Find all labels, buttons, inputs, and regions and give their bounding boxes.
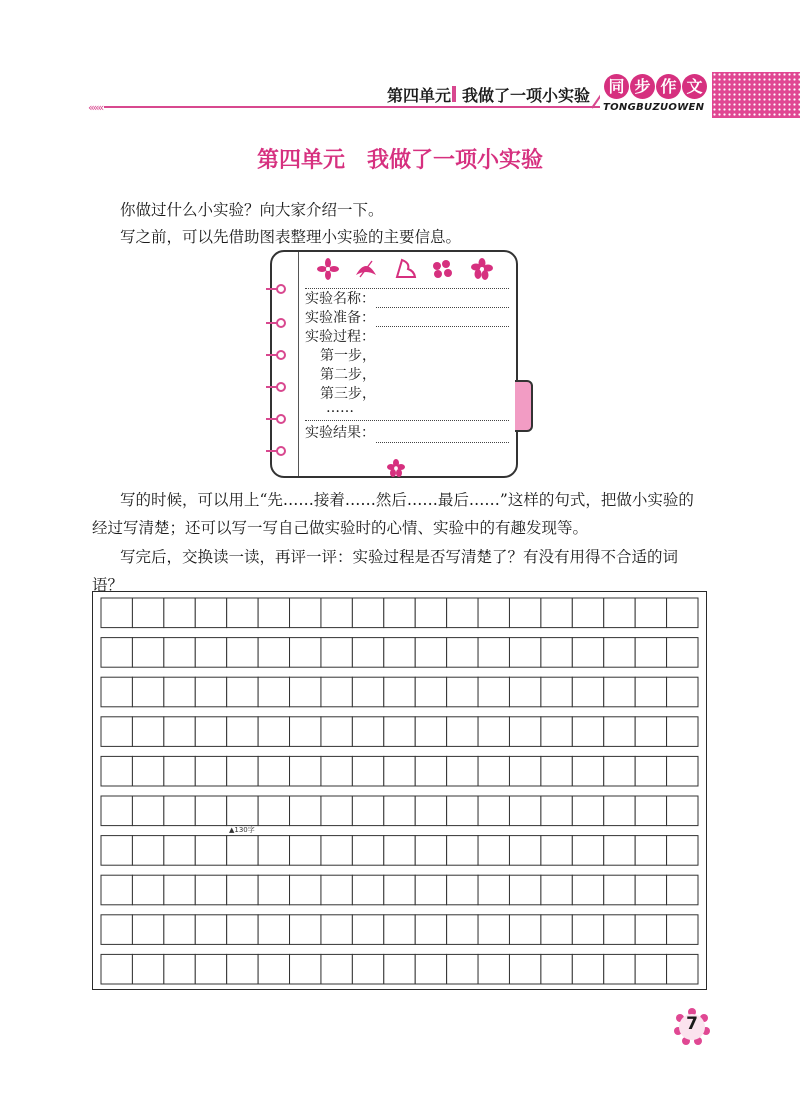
grid-cell[interactable] [509,756,540,786]
grid-cell[interactable] [227,954,258,984]
grid-cell[interactable] [541,796,572,826]
grid-cell[interactable] [384,638,415,668]
grid-cell[interactable] [132,796,163,826]
binder-ring [266,414,286,424]
grid-cell[interactable] [227,638,258,668]
grid-cell[interactable] [667,836,698,866]
grid-cell[interactable] [541,836,572,866]
grid-cell[interactable] [290,638,321,668]
grid-cell[interactable] [667,638,698,668]
grid-cell[interactable] [667,915,698,945]
grid-cell[interactable] [667,598,698,628]
grid-cell[interactable] [478,717,509,747]
grid-cell[interactable] [101,915,132,945]
grid-cell[interactable] [572,756,603,786]
grid-cell[interactable] [478,954,509,984]
grid-cell[interactable] [447,954,478,984]
grid-cell[interactable] [604,954,635,984]
brand-logo [604,74,707,99]
grid-cell[interactable] [321,915,352,945]
grid-cell[interactable] [352,598,383,628]
grid-cell[interactable] [447,638,478,668]
grid-cell[interactable] [478,598,509,628]
experiment-name-label: 实验名称： [305,291,375,307]
step-ellipsis: …… [326,400,354,416]
grid-cell[interactable] [132,756,163,786]
grid-cell[interactable] [101,638,132,668]
header-topic: 我做了一项小实验 [462,86,591,105]
notebook-divider [305,288,509,289]
grid-cell[interactable] [478,756,509,786]
grid-cell[interactable] [258,677,289,707]
grid-cell[interactable] [478,638,509,668]
grid-cell[interactable] [227,717,258,747]
grid-cell[interactable] [572,875,603,905]
grid-cell[interactable] [509,796,540,826]
grid-cell[interactable] [290,717,321,747]
grid-cell[interactable] [290,836,321,866]
experiment-result-line [376,442,509,443]
step-1: 第一步， [320,348,376,364]
header-chevrons: ««« [88,101,103,114]
grid-cell[interactable] [290,915,321,945]
grid-cell[interactable] [572,836,603,866]
grid-cell[interactable] [509,915,540,945]
step-2: 第二步， [320,367,376,383]
grid-cell[interactable] [447,677,478,707]
grid-cell[interactable] [541,756,572,786]
experiment-name-line [376,307,509,308]
grid-cell[interactable] [321,598,352,628]
grid-cell[interactable] [258,915,289,945]
binder-ring [266,284,286,294]
grid-cell[interactable] [447,796,478,826]
grid-cell[interactable] [415,677,446,707]
grid-cell[interactable] [132,875,163,905]
grid-cell[interactable] [195,598,226,628]
flower-decoration [314,256,498,282]
header-dot-pattern [712,72,800,118]
grid-cell[interactable] [258,756,289,786]
grid-cell[interactable] [258,954,289,984]
grid-cell[interactable] [132,954,163,984]
page-title [0,143,800,174]
grid-cell[interactable] [164,677,195,707]
brand-pinyin: TONGBUZUOWEN [603,102,705,113]
grid-cell[interactable] [667,677,698,707]
page-number: 7 [686,1014,698,1034]
grid-cell[interactable] [321,875,352,905]
grid-cell[interactable] [101,954,132,984]
grid-cell[interactable] [415,836,446,866]
word-count-marker: ▲130字 [229,826,255,834]
grid-cell[interactable] [164,598,195,628]
grid-cell[interactable] [352,717,383,747]
grid-cell[interactable] [415,756,446,786]
grid-cell[interactable] [227,796,258,826]
grid-cell[interactable] [352,796,383,826]
grid-cell[interactable] [290,954,321,984]
grid-cell[interactable] [384,717,415,747]
grid-cell[interactable] [384,756,415,786]
grid-cell[interactable] [195,638,226,668]
grid-cell[interactable] [415,915,446,945]
grid-cell[interactable] [635,915,666,945]
grid-cell[interactable] [101,598,132,628]
grid-cell[interactable] [667,875,698,905]
grid-cell[interactable] [384,836,415,866]
notebook-margin-line [298,252,299,476]
grid-cell[interactable] [604,915,635,945]
experiment-prep-label: 实验准备： [305,310,375,326]
grid-cell[interactable] [101,717,132,747]
grid-cell[interactable] [447,915,478,945]
binder-ring [266,318,286,328]
grid-cell[interactable] [572,796,603,826]
grid-cell[interactable] [572,677,603,707]
intro-line-1: 你做过什么小实验？向大家介绍一下。 [120,201,384,219]
grid-cell[interactable] [604,836,635,866]
grid-cell[interactable] [164,954,195,984]
grid-cell[interactable] [509,954,540,984]
grid-cell[interactable] [101,836,132,866]
grid-cell[interactable] [132,915,163,945]
header-unit: 第四单元 [387,86,452,105]
grid-cell[interactable] [164,915,195,945]
grid-cell[interactable] [635,598,666,628]
grid-cell[interactable] [604,796,635,826]
grid-cell[interactable] [509,836,540,866]
grid-cell[interactable] [447,756,478,786]
grid-cell[interactable] [572,954,603,984]
grid-cell[interactable] [635,836,666,866]
grid-cell[interactable] [132,717,163,747]
grid-cell[interactable] [258,875,289,905]
grid-cell[interactable] [509,677,540,707]
grid-cell[interactable] [258,638,289,668]
grid-cell[interactable] [352,915,383,945]
notebook-divider [305,420,509,421]
grid-cell[interactable] [604,875,635,905]
grid-cell[interactable] [101,756,132,786]
grid-cell[interactable] [415,598,446,628]
grid-cell[interactable] [572,638,603,668]
grid-cell[interactable] [415,954,446,984]
grid-cell[interactable] [352,954,383,984]
grid-cell[interactable] [541,677,572,707]
title-unit: 第四单元 [256,148,345,173]
brand-char: 同 [604,74,629,99]
grid-cell[interactable] [478,836,509,866]
grid-cell[interactable] [101,677,132,707]
grid-cell[interactable] [321,638,352,668]
grid-cell[interactable] [541,915,572,945]
grid-cell[interactable] [164,875,195,905]
grid-cell[interactable] [352,875,383,905]
brand-char: 作 [656,74,681,99]
title-topic: 我做了一项小实验 [367,148,544,173]
grid-cell[interactable] [227,756,258,786]
binder-ring [266,446,286,456]
notebook-card [270,250,518,478]
grid-cell[interactable] [509,638,540,668]
grid-cell[interactable] [195,717,226,747]
grid-cell[interactable] [227,677,258,707]
grid-cell[interactable] [635,638,666,668]
grid-cell[interactable] [447,598,478,628]
grid-cell[interactable] [195,875,226,905]
grid-cell[interactable] [290,796,321,826]
grid-cell[interactable] [635,875,666,905]
grid-cell[interactable] [258,796,289,826]
grid-cell[interactable] [195,756,226,786]
header-separator [452,86,456,102]
binder-ring [266,350,286,360]
grid-cell[interactable] [290,598,321,628]
grid-cell[interactable] [384,875,415,905]
grid-cell[interactable] [195,915,226,945]
grid-cell[interactable] [352,836,383,866]
grid-cell[interactable] [604,756,635,786]
grid-cell[interactable] [352,756,383,786]
grid-cell[interactable] [572,717,603,747]
grid-cell[interactable] [667,756,698,786]
experiment-result-label: 实验结果： [305,425,375,441]
grid-cell[interactable] [227,836,258,866]
grid-cell[interactable] [384,915,415,945]
instruction-paragraph-2: 写完后，交换读一读，再评一评：实验过程是否写清楚了？有没有用得不合适的词语？ [92,548,679,594]
grid-cell[interactable] [415,638,446,668]
grid-cell[interactable] [478,875,509,905]
grid-cell[interactable] [164,836,195,866]
brand-char: 步 [630,74,655,99]
grid-cell[interactable] [541,638,572,668]
grid-cell[interactable] [195,836,226,866]
grid-cell[interactable] [509,717,540,747]
grid-cell[interactable] [164,756,195,786]
grid-cell[interactable] [227,875,258,905]
grid-cell[interactable] [352,677,383,707]
intro-line-2: 写之前，可以先借助图表整理小实验的主要信息。 [120,228,462,246]
grid-cell[interactable] [667,954,698,984]
writing-grid[interactable] [92,591,707,990]
header-rule [104,106,602,108]
step-3: 第三步， [320,386,376,402]
grid-cell[interactable] [321,756,352,786]
grid-cell[interactable] [132,638,163,668]
grid-cell[interactable] [509,875,540,905]
grid-cell[interactable] [195,954,226,984]
grid-cell[interactable] [478,677,509,707]
grid-cell[interactable] [635,954,666,984]
grid-cell[interactable] [321,717,352,747]
grid-cell[interactable] [384,954,415,984]
grid-cell[interactable] [667,717,698,747]
grid-cell[interactable] [227,915,258,945]
grid-cell[interactable] [541,875,572,905]
grid-cell[interactable] [509,598,540,628]
grid-cell[interactable] [101,875,132,905]
grid-cell[interactable] [635,756,666,786]
grid-cell[interactable] [321,836,352,866]
grid-cell[interactable] [258,598,289,628]
grid-cell[interactable] [321,677,352,707]
grid-cell[interactable] [164,638,195,668]
grid-cell[interactable] [635,796,666,826]
grid-cell[interactable] [415,796,446,826]
grid-cell[interactable] [101,796,132,826]
grid-cell[interactable] [321,954,352,984]
grid-cell[interactable] [132,598,163,628]
flower-icon [386,459,406,477]
grid-cell[interactable] [415,875,446,905]
grid-cell[interactable] [195,796,226,826]
grid-cell[interactable] [258,717,289,747]
grid-cell[interactable] [227,598,258,628]
grid-cell[interactable] [541,954,572,984]
grid-cell[interactable] [447,875,478,905]
grid-cell[interactable] [635,677,666,707]
grid-cell[interactable] [635,717,666,747]
grid-cell[interactable] [384,677,415,707]
grid-cell[interactable] [384,796,415,826]
grid-cell[interactable] [541,598,572,628]
grid-cell[interactable] [258,836,289,866]
grid-cell[interactable] [132,677,163,707]
grid-cell[interactable] [478,915,509,945]
grid-cell[interactable] [572,598,603,628]
binder-ring [266,382,286,392]
grid-cell[interactable] [604,638,635,668]
grid-cell[interactable] [132,836,163,866]
grid-cell[interactable] [667,796,698,826]
grid-cell[interactable] [604,717,635,747]
grid-cell[interactable] [164,796,195,826]
grid-cell[interactable] [290,677,321,707]
grid-cell[interactable] [604,677,635,707]
grid-cell[interactable] [572,915,603,945]
grid-cell[interactable] [384,598,415,628]
experiment-prep-line [376,326,509,327]
brand-char: 文 [682,74,707,99]
grid-cell[interactable] [541,717,572,747]
grid-cell[interactable] [290,756,321,786]
grid-cell[interactable] [290,875,321,905]
grid-cell[interactable] [604,598,635,628]
grid-cell[interactable] [447,836,478,866]
grid-cell[interactable] [164,717,195,747]
notebook-tab [515,380,533,432]
experiment-process-label: 实验过程： [305,329,375,345]
grid-cell[interactable] [352,638,383,668]
grid-cell[interactable] [415,717,446,747]
instruction-paragraph-1: 写的时候，可以用上“先……接着……然后……最后……”这样的句式，把做小实验的经过写清楚；还可以写一写自己做实验时的心情、实验中的有趣发现等。 [92,491,694,537]
grid-cell[interactable] [195,677,226,707]
grid-cell[interactable] [321,796,352,826]
grid-cell[interactable] [478,796,509,826]
grid-cell[interactable] [447,717,478,747]
